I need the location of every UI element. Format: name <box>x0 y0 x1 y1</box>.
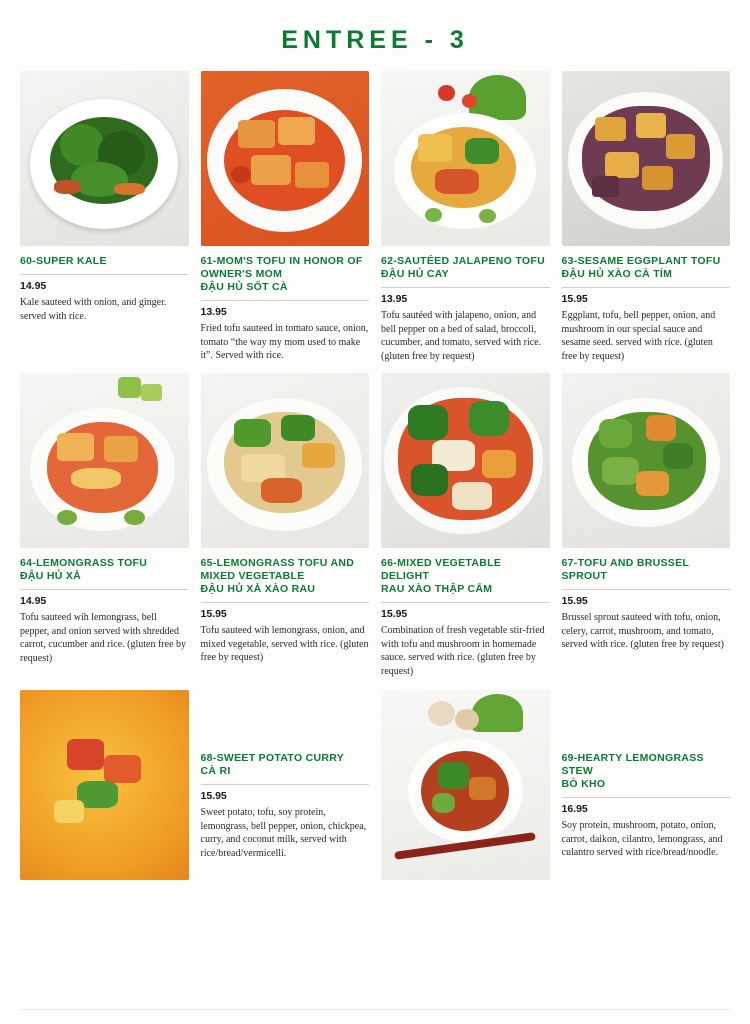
dish-photo-68 <box>20 690 189 880</box>
dish-name: 68-SWEET POTATO CURRY CÀ RI <box>200 752 345 777</box>
dish-description: Brussel sprout sauteed with tofu, onion, celery, carrot, mushroom, and tomato, served with rice. (gluten free by request) <box>561 612 724 650</box>
divider <box>201 784 370 785</box>
divider <box>562 589 731 590</box>
dish-price: 15.95 <box>561 293 588 305</box>
footer-divider <box>20 1009 730 1010</box>
dish-description: Combination of fresh vegetable stir-fried with tofu and mushroom in homemade sauce. served with rice. (gluten free by request) <box>381 625 545 677</box>
menu-row-2 <box>0 373 750 678</box>
dish-photo-65 <box>201 373 370 548</box>
dish-price: 14.95 <box>20 280 47 292</box>
dish-photo-69 <box>381 690 550 880</box>
dish-description: Sweet potato, tofu, soy protein, lemongrass, bell pepper, onion, chickpea, curry, and coconut milk, served with rice/bread/vermicelli. <box>200 807 367 859</box>
menu-item-64 <box>20 373 189 678</box>
divider <box>381 602 550 603</box>
dish-description: Tofu sauteed wih lemongrass, bell pepper, and onion served with shredded carrot, cucumber and rice. (gluten free by request) <box>20 612 187 664</box>
dish-photo-64 <box>20 373 189 548</box>
divider <box>201 300 370 301</box>
divider <box>562 287 731 288</box>
menu-item-68 <box>201 690 370 880</box>
dish-name: 69-HEARTY LEMONGRASS STEW BÒ KHO <box>561 752 704 790</box>
menu-row-3 <box>0 690 750 880</box>
divider <box>20 274 189 275</box>
menu-item-61 <box>201 71 370 363</box>
dish-price: 15.95 <box>200 608 227 620</box>
menu-item-65 <box>201 373 370 678</box>
menu-row-1 <box>0 71 750 363</box>
dish-description: Soy protein, mushroom, potato, onion, carrot, daikon, cilantro, lemongrass, and culantro served with rice/bread/noodle. <box>561 820 723 858</box>
dish-price: 14.95 <box>20 595 47 607</box>
dish-photo-67 <box>562 373 731 548</box>
dish-name: 67-TOFU AND BRUSSEL SPROUT <box>561 557 689 582</box>
dish-price: 15.95 <box>381 608 408 620</box>
dish-photo-60 <box>20 71 189 246</box>
dish-description: Fried tofu sauteed in tomato sauce, onion, tomato “the way my mom used to make it”. Served with rice. <box>200 323 369 361</box>
dish-description: Kale sauteed with onion, and ginger. served with rice. <box>20 297 167 322</box>
dish-photo-cell-68 <box>20 690 189 880</box>
dish-name: 62-SAUTÉED JALAPENO TOFU ĐẬU HỦ CAY <box>381 255 545 280</box>
dish-price: 15.95 <box>200 790 227 802</box>
dish-price: 13.95 <box>381 293 408 305</box>
menu-item-60 <box>20 71 189 363</box>
dish-name: 60-SUPER KALE <box>20 255 107 267</box>
dish-price: 16.95 <box>561 803 588 815</box>
divider <box>20 589 189 590</box>
menu-item-69 <box>562 690 731 880</box>
menu-item-63 <box>562 71 731 363</box>
dish-description: Tofu sautéed with jalapeno, onion, and bell pepper on a bed of salad, broccoli, cucumber, and tomato, served with rice. (gluten free by request) <box>381 310 542 362</box>
divider <box>201 602 370 603</box>
dish-description: Eggplant, tofu, bell pepper, onion, and mushroom in our special sauce and sesame seed. served with rice. (gluten free by request) <box>561 310 716 362</box>
menu-item-66 <box>381 373 550 678</box>
dish-description: Tofu sauteed wih lemongrass, onion, and mixed vegetable, served with rice. (gluten free by request) <box>200 625 369 663</box>
dish-photo-62 <box>381 71 550 246</box>
page-title: ENTREE - 3 <box>281 26 469 54</box>
dish-name: 61-MOM'S TOFU IN HONOR OF OWNER'S MOM ĐẬU HỦ SỐT CÀ <box>200 255 363 293</box>
dish-price: 13.95 <box>200 306 227 318</box>
dish-photo-61 <box>201 71 370 246</box>
menu-item-67 <box>562 373 731 678</box>
divider <box>562 797 731 798</box>
dish-photo-63 <box>562 71 731 246</box>
dish-name: 63-SESAME EGGPLANT TOFU ĐẬU HỦ XÀO CÀ TÍM <box>561 255 721 280</box>
dish-name: 64-LEMONGRASS TOFU ĐẬU HỦ XẢ <box>20 557 148 582</box>
divider <box>381 287 550 288</box>
dish-price: 15.95 <box>561 595 588 607</box>
dish-photo-cell-69 <box>381 690 550 880</box>
dish-name: 65-LEMONGRASS TOFU AND MIXED VEGETABLE ĐẬU HỦ XẢ XÀO RAU <box>200 557 355 595</box>
dish-name: 66-MIXED VEGETABLE DELIGHT RAU XÀO THẬP CẨM <box>381 557 502 595</box>
menu-item-62 <box>381 71 550 363</box>
dish-photo-66 <box>381 373 550 548</box>
